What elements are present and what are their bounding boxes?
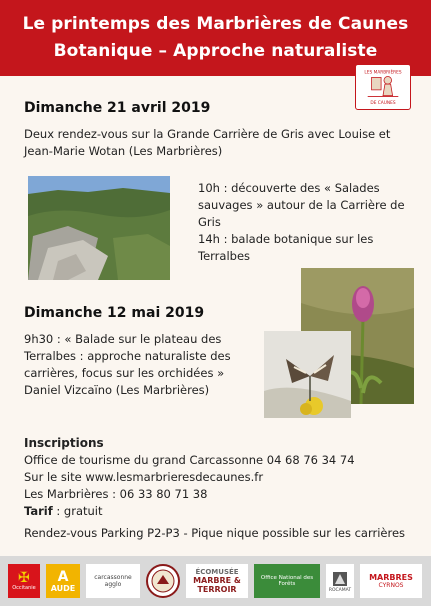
occitanie-cross-icon: ✠	[18, 570, 30, 586]
rocamat-label: ROCAMAT	[328, 587, 352, 593]
marbres-cyrnos-logo	[360, 564, 422, 598]
event1-date: Dimanche 21 avril 2019	[24, 100, 211, 116]
rdv-line: Rendez-vous Parking P2-P3 - Pique nique possible sur les carrières	[24, 526, 406, 540]
event1-intro-line2: Jean-Marie Wotan (Les Marbrières)	[24, 144, 223, 158]
marbrieres-logo	[355, 64, 411, 110]
event1-sched-line3: Gris	[198, 215, 221, 229]
event1-sched-line2: sauvages » autour de la Carrière de	[198, 198, 405, 212]
quarry-photo	[28, 176, 170, 280]
occitanie-label: Occitanie	[12, 585, 36, 591]
title-line-2: Botanique – Approche naturaliste	[53, 41, 378, 61]
rocamat-logo	[326, 564, 354, 598]
title-line-1: Le printemps des Marbrières de Caunes	[22, 14, 409, 34]
ecomusee-line1: ÉCOMUSÉE	[195, 568, 239, 576]
seal-logo	[146, 564, 180, 598]
aude-label: AUDE	[50, 583, 76, 593]
event1-sched-line1: 10h : découverte des « Salades	[198, 181, 380, 195]
event2-date: Dimanche 12 mai 2019	[24, 305, 205, 321]
ecomusee-line3: TERROIR	[197, 585, 237, 594]
event2-line2: Terralbes : approche naturaliste des	[24, 349, 231, 363]
inscriptions-line1: Office de tourisme du grand Carcassonne 04 68 76 34 74	[24, 453, 355, 467]
logo-bottom-text: DE CAUNES	[370, 101, 396, 107]
tarif-value: : gratuit	[52, 504, 103, 518]
event2-line4: Daniel Vizcaïno (Les Marbrières)	[24, 383, 210, 397]
event1-sched-line5: Terralbes	[198, 249, 251, 263]
butterfly-photo	[264, 331, 351, 418]
event1-intro-line1: Deux rendez-vous sur la Grande Carrière de Gris avec Louise et	[24, 127, 391, 141]
aude-logo	[46, 564, 80, 598]
aude-a-icon: A	[57, 568, 69, 585]
footer-logo-bar	[0, 556, 431, 606]
logo-top-text: LES MARBRIÈRES	[364, 70, 402, 76]
event2-line1: 9h30 : « Balade sur le plateau des	[24, 332, 222, 346]
event1-sched-line4: 14h : balade botanique sur les	[198, 232, 374, 246]
inscriptions-line2: Sur le site www.lesmarbrieresdecaunes.fr	[24, 470, 264, 484]
tarif-label: Tarif	[24, 504, 53, 518]
event2-line3: carrières, focus sur les orchidées »	[24, 366, 225, 380]
tarif-line	[24, 503, 103, 520]
inscriptions-line3: Les Marbrières : 06 33 80 71 38	[24, 487, 208, 501]
occitanie-logo	[8, 564, 40, 598]
onf-logo: Office National des Forêts	[254, 564, 320, 598]
inscriptions-title: Inscriptions	[24, 436, 104, 450]
carcassonne-agglo-logo: carcassonne agglo	[86, 564, 140, 598]
cyrnos-label: CYRNOS	[378, 582, 404, 589]
marbres-label: MARBRES	[369, 573, 413, 582]
ecomusee-line2: MARBRE &	[193, 576, 241, 585]
ecomusee-logo	[186, 564, 248, 598]
